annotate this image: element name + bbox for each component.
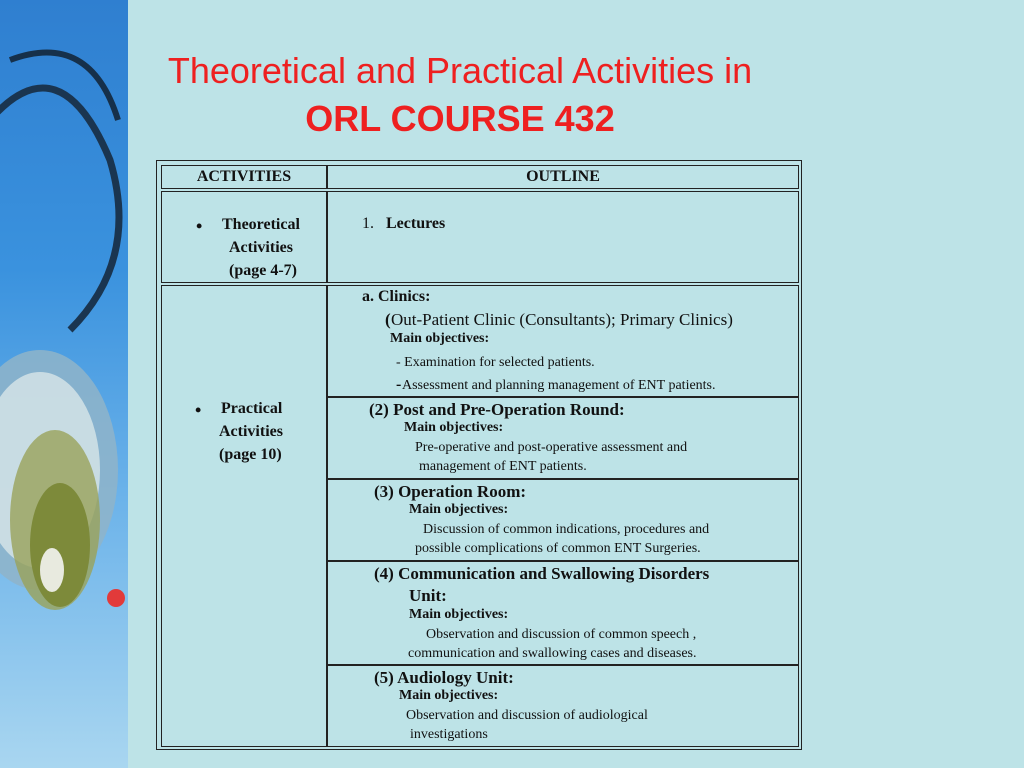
round-objectives-label: Main objectives: — [404, 420, 504, 435]
audiology-objectives-label: Main objectives: — [399, 688, 499, 703]
header-activities: ACTIVITIES — [161, 165, 327, 189]
theoretical-outline-cell — [327, 191, 799, 283]
theoretical-activities-cell — [161, 191, 327, 283]
practical-label-3: (page 10) — [219, 446, 282, 463]
clinics-detail: Out-Patient Clinic (Consultants); Primary Clinics) — [391, 310, 733, 329]
theoretical-label-3: (page 4-7) — [229, 262, 297, 279]
clinics-objective-2: Assessment and planning management of ENT patients. — [402, 378, 716, 393]
practical-activities-cell — [161, 285, 327, 747]
stethoscope-image — [0, 0, 128, 768]
audiology-cell — [327, 665, 799, 747]
round-line-2: management of ENT patients. — [419, 459, 587, 474]
decorative-sidebar — [0, 0, 128, 768]
lectures-number: 1. — [362, 215, 374, 232]
round-heading: (2) Post and Pre-Operation Round: — [369, 400, 625, 419]
operation-line-1: Discussion of common indications, procedures and — [423, 522, 710, 537]
communication-line-2: communication and swallowing cases and diseases. — [408, 646, 697, 661]
communication-heading-2: Unit: — [409, 586, 447, 605]
practical-label-2: Activities — [219, 423, 283, 440]
operation-objectives-label: Main objectives: — [409, 502, 509, 517]
theoretical-label-1: • Theoretical — [222, 216, 300, 234]
theoretical-label-2: Activities — [229, 239, 293, 256]
communication-objectives-label: Main objectives: — [409, 607, 509, 622]
clinics-objective-2-dash: - — [396, 376, 402, 393]
clinics-objectives-label: Main objectives: — [390, 331, 490, 346]
audiology-heading: (5) Audiology Unit: — [374, 668, 514, 687]
clinics-paren: ( — [385, 310, 391, 329]
operation-line-2: possible complications of common ENT Surgeries. — [415, 541, 701, 556]
audiology-line-2: investigations — [410, 727, 488, 742]
practical-label-1: • Practical — [221, 400, 282, 418]
header-outline: OUTLINE — [327, 165, 799, 189]
operation-heading: (3) Operation Room: — [374, 482, 527, 501]
page-title: Theoretical and Practical Activities in — [167, 50, 753, 91]
lectures-label: Lectures — [386, 215, 446, 232]
communication-cell — [327, 561, 799, 665]
communication-heading-1: (4) Communication and Swallowing Disorders — [374, 564, 710, 583]
activities-table — [156, 160, 802, 750]
clinics-cell — [327, 285, 799, 397]
communication-line-1: Observation and discussion of common speech , — [426, 627, 697, 642]
round-cell — [327, 397, 799, 479]
round-line-1: Pre-operative and post-operative assessment and — [415, 440, 688, 455]
clinics-objective-1: - Examination for selected patients. — [396, 355, 595, 370]
course-title: ORL COURSE 432 — [305, 98, 615, 139]
clinics-heading: a. Clinics: — [362, 288, 431, 305]
audiology-line-1: Observation and discussion of audiological — [406, 708, 648, 723]
operation-room-cell — [327, 479, 799, 561]
